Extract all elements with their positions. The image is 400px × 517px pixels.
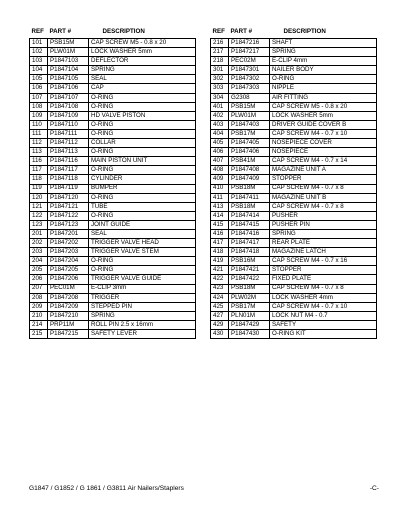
table-row — [30, 202, 196, 211]
description-cell: CAP — [89, 84, 196, 93]
description-cell: O-RING — [89, 166, 196, 175]
ref-cell: 430 — [211, 330, 229, 339]
part-number-cell: P1847106 — [48, 84, 89, 93]
table-row — [30, 284, 196, 293]
table-row — [30, 102, 196, 111]
table-row — [211, 66, 377, 75]
description-cell: DRIVER GUIDE COVER B — [270, 120, 377, 129]
table-row — [211, 39, 377, 48]
description-cell: CAP SCREW M4 - 0.7 x 16 — [270, 257, 377, 266]
header-row — [211, 28, 377, 39]
part-number-cell: P1847109 — [48, 111, 89, 120]
part-number-cell: P1847206 — [48, 275, 89, 284]
part-number-cell: P1847406 — [229, 148, 270, 157]
ref-cell: 423 — [211, 284, 229, 293]
ref-cell: 205 — [30, 266, 48, 275]
description-cell: SPRING — [89, 311, 196, 320]
page-footer — [29, 485, 379, 495]
ref-cell: 118 — [30, 175, 48, 184]
ref-cell: 401 — [211, 102, 229, 111]
ref-cell: 408 — [211, 166, 229, 175]
table-row — [211, 257, 377, 266]
description-cell: O-RING — [89, 93, 196, 102]
ref-cell: 117 — [30, 166, 48, 175]
part-number-cell: PLW01M — [229, 111, 270, 120]
description-cell: O-RING — [89, 266, 196, 275]
table-row — [211, 157, 377, 166]
table-row — [30, 302, 196, 311]
part-number-cell: P1847210 — [48, 311, 89, 320]
table-row — [30, 248, 196, 257]
ref-cell: 425 — [211, 302, 229, 311]
ref-cell: 207 — [30, 284, 48, 293]
description-cell: O-RING KIT — [270, 330, 377, 339]
part-number-cell: P1847301 — [229, 66, 270, 75]
description-cell: MAGAZINE LATCH — [270, 248, 377, 257]
part-number-cell: P1847201 — [48, 229, 89, 238]
table-row — [30, 275, 196, 284]
table-row — [211, 229, 377, 238]
part-number-cell: P1847118 — [48, 175, 89, 184]
part-number-cell: PEC02M — [229, 57, 270, 66]
table-row — [211, 175, 377, 184]
description-cell: O-RING — [89, 120, 196, 129]
part-number-cell: P1847122 — [48, 211, 89, 220]
description-cell: TRIGGER — [89, 293, 196, 302]
ref-cell: 410 — [211, 184, 229, 193]
description-cell: STOPPER — [270, 266, 377, 275]
part-number-cell: P1847112 — [48, 139, 89, 148]
part-number-cell: PSB16M — [229, 257, 270, 266]
part-number-cell: PSB18M — [229, 202, 270, 211]
ref-cell: 422 — [211, 275, 229, 284]
description-cell: E-CLIP 3mm — [89, 284, 196, 293]
description-cell: SPRING — [89, 66, 196, 75]
description-cell: O-RING — [89, 102, 196, 111]
table-row — [211, 120, 377, 129]
ref-cell: 121 — [30, 202, 48, 211]
table-row — [30, 139, 196, 148]
table-row — [211, 57, 377, 66]
description-cell: O-RING — [89, 257, 196, 266]
ref-header: REF — [31, 28, 44, 36]
part-number-cell: PSB15M — [48, 39, 89, 48]
table-row — [211, 166, 377, 175]
part-number-cell: P1847429 — [229, 320, 270, 329]
description-cell: BUMPER — [89, 184, 196, 193]
description-cell: MAGAZINE UNIT A — [270, 166, 377, 175]
part-number-cell: P1847422 — [229, 275, 270, 284]
ref-cell: 103 — [30, 57, 48, 66]
ref-cell: 201 — [30, 229, 48, 238]
table-row — [30, 93, 196, 102]
table-row — [30, 120, 196, 129]
description-cell: ROLL PIN 2.5 x 16mm — [89, 320, 196, 329]
part-header: PART # — [230, 28, 253, 36]
table-row — [30, 257, 196, 266]
part-number-cell: P1847110 — [48, 120, 89, 129]
ref-cell: 113 — [30, 148, 48, 157]
table-row — [30, 75, 196, 84]
description-cell: O-RING — [89, 211, 196, 220]
ref-cell: 208 — [30, 293, 48, 302]
ref-cell: 202 — [30, 239, 48, 248]
part-number-cell: P1847408 — [229, 166, 270, 175]
ref-cell: 301 — [211, 66, 229, 75]
description-cell: MAGAZINE UNIT B — [270, 193, 377, 202]
table-row — [211, 284, 377, 293]
description-cell: STEPPED PIN — [89, 302, 196, 311]
ref-cell: 216 — [211, 39, 229, 48]
part-number-cell: PSB18M — [229, 184, 270, 193]
ref-cell: 418 — [211, 248, 229, 257]
table-row — [211, 220, 377, 229]
ref-cell: 419 — [211, 257, 229, 266]
page-number: -C- — [369, 485, 379, 492]
table-row — [211, 266, 377, 275]
table-row — [30, 166, 196, 175]
table-row — [211, 330, 377, 339]
description-cell: TRIGGER VALVE STEM — [89, 248, 196, 257]
table-row — [211, 202, 377, 211]
description-cell: CAP SCREW M5 - 0.8 x 20 — [270, 102, 377, 111]
table-row — [211, 139, 377, 148]
ref-cell: 304 — [211, 93, 229, 102]
ref-cell: 409 — [211, 175, 229, 184]
description-cell: CAP SCREW M4 - 0.7 x 8 — [270, 184, 377, 193]
ref-cell: 203 — [30, 248, 48, 257]
part-number-cell: P1847103 — [48, 57, 89, 66]
ref-cell: 421 — [211, 266, 229, 275]
table-row — [211, 48, 377, 57]
part-number-cell: PSB41M — [229, 157, 270, 166]
ref-cell: 101 — [30, 39, 48, 48]
part-number-cell: P1847208 — [48, 293, 89, 302]
table-row — [30, 266, 196, 275]
description-cell: SAFETY LEVER — [89, 330, 196, 339]
table-row — [30, 39, 196, 48]
table-row — [30, 129, 196, 138]
part-number-cell: P1847104 — [48, 66, 89, 75]
part-number-cell: P1847417 — [229, 239, 270, 248]
table-row — [30, 184, 196, 193]
description-cell: NOSEPIECE COVER — [270, 139, 377, 148]
ref-cell: 405 — [211, 139, 229, 148]
ref-cell: 411 — [211, 193, 229, 202]
table-row — [211, 211, 377, 220]
part-number-cell: P1847105 — [48, 75, 89, 84]
table-row — [30, 57, 196, 66]
description-cell: TUBE — [89, 202, 196, 211]
part-number-cell: P1847416 — [229, 229, 270, 238]
part-number-cell: P1847414 — [229, 211, 270, 220]
table-row — [211, 320, 377, 329]
part-number-cell: P1847113 — [48, 148, 89, 157]
ref-cell: 402 — [211, 111, 229, 120]
part-number-cell: PLW02M — [229, 293, 270, 302]
table-row — [30, 239, 196, 248]
ref-cell: 108 — [30, 102, 48, 111]
description-cell: CAP SCREW M4 - 0.7 x 14 — [270, 157, 377, 166]
description-cell: LOCK WASHER 5mm — [270, 111, 377, 120]
ref-cell: 427 — [211, 311, 229, 320]
table-row — [30, 311, 196, 320]
ref-cell: 104 — [30, 66, 48, 75]
description-cell: STOPPER — [270, 175, 377, 184]
ref-cell: 415 — [211, 220, 229, 229]
table-row — [211, 193, 377, 202]
part-number-cell: PSB17M — [229, 302, 270, 311]
table-row — [30, 330, 196, 339]
description-cell: CAP SCREW M5 - 0.8 x 20 — [89, 39, 196, 48]
table-row — [30, 211, 196, 220]
part-number-cell: PSB15M — [229, 102, 270, 111]
description-cell: SAFETY — [270, 320, 377, 329]
description-cell: NIPPLE — [270, 84, 377, 93]
description-cell: CYLINDER — [89, 175, 196, 184]
part-number-cell: P1847107 — [48, 93, 89, 102]
ref-cell: 116 — [30, 157, 48, 166]
description-cell: PUSHER — [270, 211, 377, 220]
description-cell: CAP SCREW M4 - 0.7 x 8 — [270, 284, 377, 293]
part-number-cell: P1847217 — [229, 48, 270, 57]
table-row — [211, 129, 377, 138]
part-number-cell: P1847111 — [48, 129, 89, 138]
table-row — [211, 102, 377, 111]
ref-cell: 109 — [30, 111, 48, 120]
description-cell: SHAFT — [270, 39, 377, 48]
ref-cell: 407 — [211, 157, 229, 166]
part-number-cell: P1847209 — [48, 302, 89, 311]
part-number-cell: P1847120 — [48, 193, 89, 202]
ref-cell: 204 — [30, 257, 48, 266]
ref-cell: 302 — [211, 75, 229, 84]
table-row — [30, 293, 196, 302]
ref-cell: 404 — [211, 129, 229, 138]
table-row — [30, 229, 196, 238]
description-cell: HD VALVE PISTON — [89, 111, 196, 120]
description-cell: LOCK WASHER 5mm — [89, 48, 196, 57]
parts-table-left — [29, 28, 196, 339]
description-cell: CAP SCREW M4 - 0.7 x 10 — [270, 302, 377, 311]
header-row — [30, 28, 196, 39]
ref-cell: 209 — [30, 302, 48, 311]
ref-cell: 218 — [211, 57, 229, 66]
table-row — [30, 84, 196, 93]
description-cell: AIR FITTING — [270, 93, 377, 102]
table-row — [211, 275, 377, 284]
table-row — [211, 184, 377, 193]
part-number-cell: P1847123 — [48, 220, 89, 229]
table-row — [30, 148, 196, 157]
description-cell: TRIGGER VALVE GUIDE — [89, 275, 196, 284]
description-cell: NOSEPIECE — [270, 148, 377, 157]
part-number-cell: P1847403 — [229, 120, 270, 129]
part-number-cell: P1847205 — [48, 266, 89, 275]
table-row — [211, 93, 377, 102]
table-row — [211, 239, 377, 248]
ref-cell: 122 — [30, 211, 48, 220]
description-cell: PUSHER PIN — [270, 220, 377, 229]
description-cell: DEFLECTOR — [89, 57, 196, 66]
ref-cell: 119 — [30, 184, 48, 193]
part-number-cell: P1847119 — [48, 184, 89, 193]
ref-cell: 102 — [30, 48, 48, 57]
ref-cell: 105 — [30, 75, 48, 84]
part-number-cell: P1847215 — [48, 330, 89, 339]
part-number-cell: PRP11M — [48, 320, 89, 329]
table-row — [30, 220, 196, 229]
description-cell: MAIN PISTON UNIT — [89, 157, 196, 166]
ref-cell: 417 — [211, 239, 229, 248]
part-header: PART # — [49, 28, 72, 36]
ref-cell: 107 — [30, 93, 48, 102]
part-number-cell: P1847421 — [229, 266, 270, 275]
part-number-cell: PSB18M — [229, 284, 270, 293]
table-row — [211, 84, 377, 93]
description-cell: SEAL — [89, 75, 196, 84]
part-number-cell: P1847116 — [48, 157, 89, 166]
ref-cell: 303 — [211, 84, 229, 93]
part-number-cell: P1847411 — [229, 193, 270, 202]
ref-cell: 214 — [30, 320, 48, 329]
ref-cell: 403 — [211, 120, 229, 129]
part-number-cell: PSB17M — [229, 129, 270, 138]
description-cell: SEAL — [89, 229, 196, 238]
ref-cell: 215 — [30, 330, 48, 339]
table-row — [30, 320, 196, 329]
part-number-cell: P1847418 — [229, 248, 270, 257]
ref-cell: 217 — [211, 48, 229, 57]
description-cell: TRIGGER VALVE HEAD — [89, 239, 196, 248]
ref-cell: 416 — [211, 229, 229, 238]
part-number-cell: PEC01M — [48, 284, 89, 293]
table-row — [30, 48, 196, 57]
table-row — [30, 175, 196, 184]
table-row — [30, 193, 196, 202]
ref-cell: 110 — [30, 120, 48, 129]
ref-cell: 429 — [211, 320, 229, 329]
part-number-cell: P1847409 — [229, 175, 270, 184]
part-number-cell: P1847415 — [229, 220, 270, 229]
table-row — [211, 311, 377, 320]
part-number-cell: P1847203 — [48, 248, 89, 257]
ref-cell: 120 — [30, 193, 48, 202]
description-cell: COLLAR — [89, 139, 196, 148]
part-number-cell: P1847302 — [229, 75, 270, 84]
part-number-cell: P1847216 — [229, 39, 270, 48]
ref-cell: 123 — [30, 220, 48, 229]
description-cell: REAR PLATE — [270, 239, 377, 248]
part-number-cell: P1847405 — [229, 139, 270, 148]
description-cell: O-RING — [270, 75, 377, 84]
table-row — [30, 66, 196, 75]
ref-cell: 111 — [30, 129, 48, 138]
part-number-cell: P1847117 — [48, 166, 89, 175]
part-number-cell: P1847204 — [48, 257, 89, 266]
description-cell: LOCK NUT M4 - 0.7 — [270, 311, 377, 320]
description-cell: E-CLIP 4mm — [270, 57, 377, 66]
description-cell: JOINT GUIDE — [89, 220, 196, 229]
ref-cell: 406 — [211, 148, 229, 157]
ref-cell: 112 — [30, 139, 48, 148]
description-cell: FIXED PLATE — [270, 275, 377, 284]
table-row — [30, 157, 196, 166]
ref-cell: 413 — [211, 202, 229, 211]
part-number-cell: PLW01M — [48, 48, 89, 57]
description-cell: O-RING — [89, 193, 196, 202]
part-number-cell: PLN01M — [229, 311, 270, 320]
description-cell: NAILER BODY — [270, 66, 377, 75]
ref-header: REF — [212, 28, 225, 36]
table-row — [211, 293, 377, 302]
description-header: DESCRIPTION — [283, 28, 326, 36]
ref-cell: 424 — [211, 293, 229, 302]
parts-table-right — [210, 28, 377, 339]
footer-title: G1847 / G1852 / G 1861 / G3811 Air Nailers/Staplers — [29, 485, 184, 492]
description-cell: CAP SCREW M4 - 0.7 x 8 — [270, 202, 377, 211]
table-row — [211, 75, 377, 84]
table-row — [211, 148, 377, 157]
part-number-cell: P1847430 — [229, 330, 270, 339]
ref-cell: 206 — [30, 275, 48, 284]
table-row — [30, 111, 196, 120]
description-cell: LOCK WASHER 4mm — [270, 293, 377, 302]
table-row — [211, 111, 377, 120]
description-cell: CAP SCREW M4 - 0.7 x 10 — [270, 129, 377, 138]
description-cell: O-RING — [89, 148, 196, 157]
description-cell: O-RING — [89, 129, 196, 138]
ref-cell: 210 — [30, 311, 48, 320]
part-number-cell: P1847121 — [48, 202, 89, 211]
part-number-cell: P1847108 — [48, 102, 89, 111]
description-header: DESCRIPTION — [102, 28, 145, 36]
table-row — [211, 302, 377, 311]
description-cell: SPRING — [270, 48, 377, 57]
part-number-cell: P1847202 — [48, 239, 89, 248]
ref-cell: 106 — [30, 84, 48, 93]
part-number-cell: G2308 — [229, 93, 270, 102]
description-cell: SPRING — [270, 229, 377, 238]
part-number-cell: P1847303 — [229, 84, 270, 93]
table-row — [211, 248, 377, 257]
ref-cell: 414 — [211, 211, 229, 220]
